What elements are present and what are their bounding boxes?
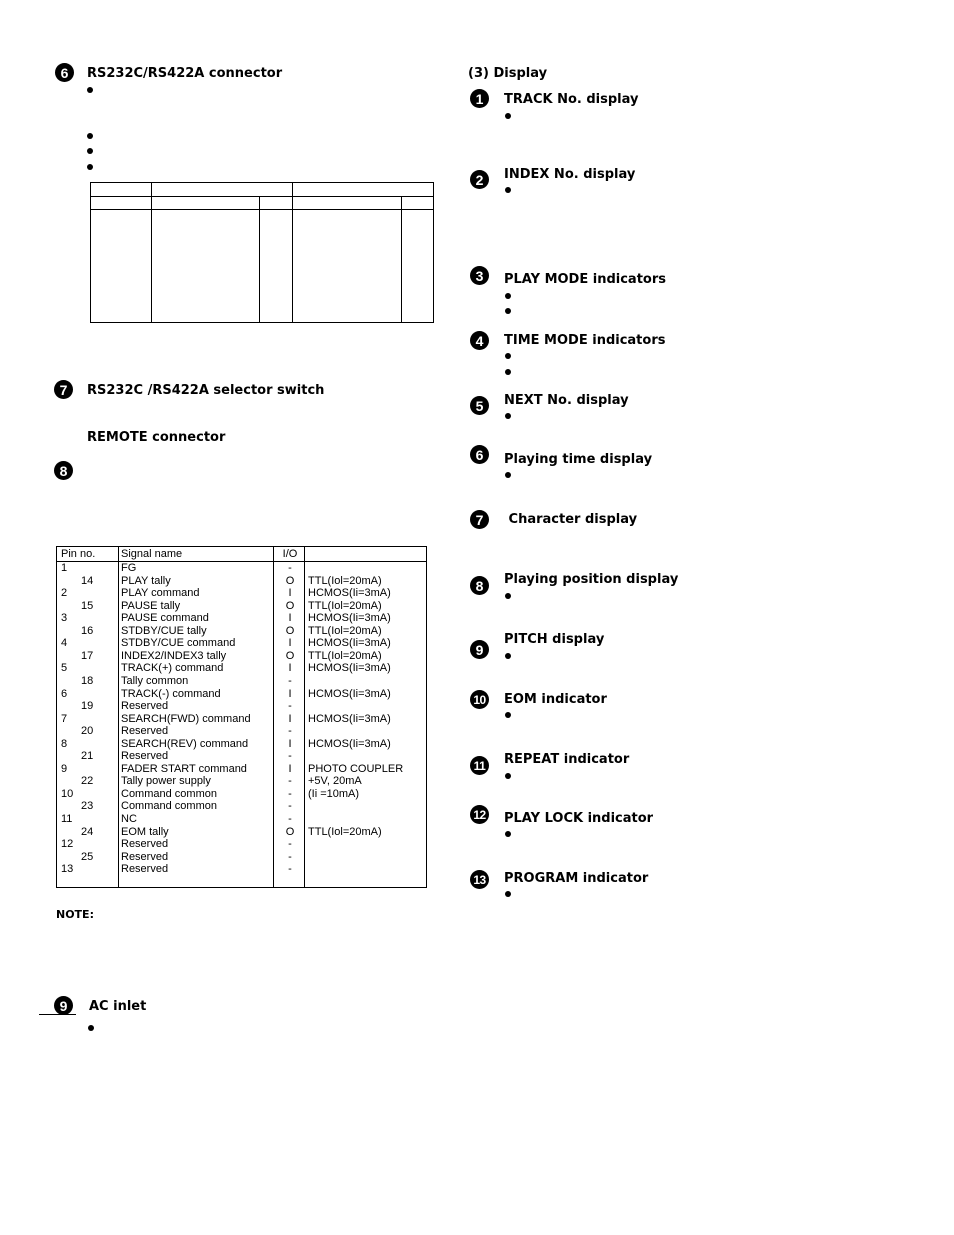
item-number-badge: 13 xyxy=(470,870,489,889)
display-item-heading: Playing time display xyxy=(504,452,653,467)
pin-number: 4 xyxy=(61,637,68,650)
io-type: O xyxy=(285,649,295,662)
item-number-badge: 5 xyxy=(470,396,489,415)
display-item-heading: INDEX No. display xyxy=(504,167,636,182)
bullet xyxy=(505,413,511,419)
item-number-badge: 6 xyxy=(470,445,489,464)
io-type: - xyxy=(288,813,292,825)
bullet xyxy=(505,353,511,359)
display-item-heading: REPEAT indicator xyxy=(504,752,630,767)
signal-name: STDBY/CUE command xyxy=(121,637,236,650)
pin-number: 9 xyxy=(61,762,68,775)
signal-spec: TTL(Iol=20mA) xyxy=(308,649,382,662)
io-type: I xyxy=(288,612,292,625)
ac-inlet-heading: AC inlet xyxy=(89,999,147,1014)
bullet xyxy=(87,164,93,170)
pin-number: 16 xyxy=(81,624,94,637)
signal-spec: HCMOS(Ii=3mA) xyxy=(308,687,391,700)
signal-name: PLAY command xyxy=(121,587,200,600)
signal-name: PAUSE command xyxy=(121,612,209,625)
pin-number: 6 xyxy=(61,687,68,700)
pin-number: 5 xyxy=(61,662,68,675)
display-item-heading: EOM indicator xyxy=(504,692,607,707)
signal-name: Reserved xyxy=(121,838,169,851)
item-number-badge: 2 xyxy=(470,170,489,189)
io-type: - xyxy=(288,750,292,763)
signal-spec: TTL(Iol=20mA) xyxy=(308,574,382,587)
item-number-badge: 4 xyxy=(470,331,489,350)
pin-number: 14 xyxy=(81,574,94,587)
bullet xyxy=(505,369,511,375)
remote-connector-heading: REMOTE connector xyxy=(87,430,226,445)
pin-number: 19 xyxy=(81,700,94,713)
bullet xyxy=(87,87,93,93)
pin-number: 24 xyxy=(81,825,94,838)
item-number-badge: 7 xyxy=(470,510,489,529)
signal-name: EOM tally xyxy=(121,825,169,838)
underline-rule xyxy=(39,1014,76,1015)
signal-name: STDBY/CUE tally xyxy=(121,624,207,637)
io-type: - xyxy=(288,838,292,851)
signal-name: TRACK(+) command xyxy=(121,662,224,675)
display-item-heading: TRACK No. display xyxy=(504,92,639,107)
item-number-badge: 8 xyxy=(470,576,489,595)
signal-spec: +5V, 20mA xyxy=(308,775,362,788)
selector-switch-heading: RS232C /RS422A selector switch xyxy=(87,383,325,398)
pin-number: 8 xyxy=(61,737,68,750)
item-number-badge: 3 xyxy=(470,266,489,285)
signal-name: Reserved xyxy=(121,863,169,876)
signal-name: Reserved xyxy=(121,700,169,713)
io-type: I xyxy=(288,662,292,675)
bullet xyxy=(505,653,511,659)
io-type: I xyxy=(288,587,292,600)
io-type: O xyxy=(285,624,295,637)
pin-number: 21 xyxy=(81,750,94,763)
signal-spec: HCMOS(Ii=3mA) xyxy=(308,587,391,600)
rs232-connector-heading: RS232C/RS422A connector xyxy=(87,66,283,81)
io-type: - xyxy=(288,863,292,876)
remote-pin-table xyxy=(56,546,427,888)
bullet xyxy=(87,133,93,139)
bullet xyxy=(505,891,511,897)
signal-name: Reserved xyxy=(121,850,169,863)
item-number-badge: 6 xyxy=(55,63,74,82)
pin-number: 20 xyxy=(81,725,94,738)
display-item-heading: NEXT No. display xyxy=(504,393,629,408)
signal-name: TRACK(-) command xyxy=(121,687,221,700)
io-type: I xyxy=(288,737,292,750)
bullet xyxy=(505,293,511,299)
io-type: I xyxy=(288,687,292,700)
bullet xyxy=(505,593,511,599)
pin-number: 22 xyxy=(81,775,94,788)
io-type: I xyxy=(288,637,292,650)
bullet xyxy=(505,472,511,478)
display-item-heading: PITCH display xyxy=(504,632,605,647)
io-type: I xyxy=(288,762,292,775)
io-header: I/O xyxy=(282,548,298,560)
bullet xyxy=(505,773,511,779)
display-item-heading: Playing position display xyxy=(504,572,679,587)
signal-spec: TTL(Iol=20mA) xyxy=(308,599,382,612)
item-number-badge: 1 xyxy=(470,89,489,108)
pin-number: 15 xyxy=(81,599,94,612)
signal-name: Command common xyxy=(121,800,217,813)
rs232-pin-grid xyxy=(90,182,434,323)
bullet xyxy=(505,113,511,119)
item-number-badge: 11 xyxy=(470,756,489,775)
pin-number: 2 xyxy=(61,587,68,600)
signal-name: Tally common xyxy=(121,674,189,687)
io-type: - xyxy=(288,674,292,687)
item-number-badge: 9 xyxy=(470,640,489,659)
signal-name: SEARCH(REV) command xyxy=(121,737,249,750)
io-type: O xyxy=(285,599,295,612)
io-type: - xyxy=(288,775,292,788)
signal-name: NC xyxy=(121,813,137,825)
io-type: - xyxy=(288,562,292,574)
pin-number: 1 xyxy=(61,562,68,574)
io-type: I xyxy=(288,712,292,725)
pin-header: Pin no. xyxy=(61,548,96,560)
pin-number: 25 xyxy=(81,850,94,863)
signal-name: Tally power supply xyxy=(121,775,211,788)
signal-spec: TTL(Iol=20mA) xyxy=(308,624,382,637)
signal-name: Reserved xyxy=(121,750,169,763)
bullet xyxy=(87,148,93,154)
signal-name: PAUSE tally xyxy=(121,599,181,612)
bullet xyxy=(505,308,511,314)
signal-spec: HCMOS(Ii=3mA) xyxy=(308,737,391,750)
signal-name: FG xyxy=(121,562,137,574)
bullet xyxy=(505,187,511,193)
signal-name: PLAY tally xyxy=(121,574,171,587)
item-number-badge: 9 xyxy=(54,996,73,1015)
display-section-title: (3) Display xyxy=(468,66,548,81)
io-type: - xyxy=(288,700,292,713)
pin-number: 23 xyxy=(81,800,94,813)
io-type: O xyxy=(285,574,295,587)
signal-spec: TTL(Iol=20mA) xyxy=(308,825,382,838)
note-label: NOTE: xyxy=(56,908,94,921)
signal-spec: HCMOS(Ii=3mA) xyxy=(308,712,391,725)
display-item-heading: PROGRAM indicator xyxy=(504,871,649,886)
pin-number: 7 xyxy=(61,712,68,725)
io-type: - xyxy=(288,800,292,813)
signal-spec: HCMOS(Ii=3mA) xyxy=(308,662,391,675)
pin-number: 13 xyxy=(61,863,74,876)
io-type: - xyxy=(288,850,292,863)
display-item-heading: TIME MODE indicators xyxy=(504,333,666,348)
io-type: - xyxy=(288,725,292,738)
io-type: O xyxy=(285,825,295,838)
item-number-badge: 10 xyxy=(470,690,489,709)
bullet xyxy=(88,1025,94,1031)
signal-spec: HCMOS(Ii=3mA) xyxy=(308,612,391,625)
signal-name: INDEX2/INDEX3 tally xyxy=(121,649,227,662)
signal-name: SEARCH(FWD) command xyxy=(121,712,251,725)
signal-spec: (Ii =10mA) xyxy=(308,787,360,800)
io-type: - xyxy=(288,787,292,800)
signal-spec: PHOTO COUPLER xyxy=(308,762,404,775)
pin-number: 11 xyxy=(61,813,73,825)
pin-number: 17 xyxy=(81,649,94,662)
display-item-heading: Character display xyxy=(504,512,638,527)
item-number-badge: 8 xyxy=(54,461,73,480)
display-item-heading: PLAY LOCK indicator xyxy=(504,811,654,826)
pin-number: 18 xyxy=(81,674,94,687)
signal-name: Command common xyxy=(121,787,217,800)
pin-number: 12 xyxy=(61,838,74,851)
bullet xyxy=(505,712,511,718)
bullet xyxy=(505,831,511,837)
item-number-badge: 12 xyxy=(470,805,489,824)
pin-number: 3 xyxy=(61,612,68,625)
signal-name: Reserved xyxy=(121,725,169,738)
signal-name: FADER START command xyxy=(121,762,247,775)
display-item-heading: PLAY MODE indicators xyxy=(504,272,666,287)
signal-spec: HCMOS(Ii=3mA) xyxy=(308,637,391,650)
signal-header: Signal name xyxy=(121,548,183,560)
item-number-badge: 7 xyxy=(54,380,73,399)
pin-number: 10 xyxy=(61,787,74,800)
